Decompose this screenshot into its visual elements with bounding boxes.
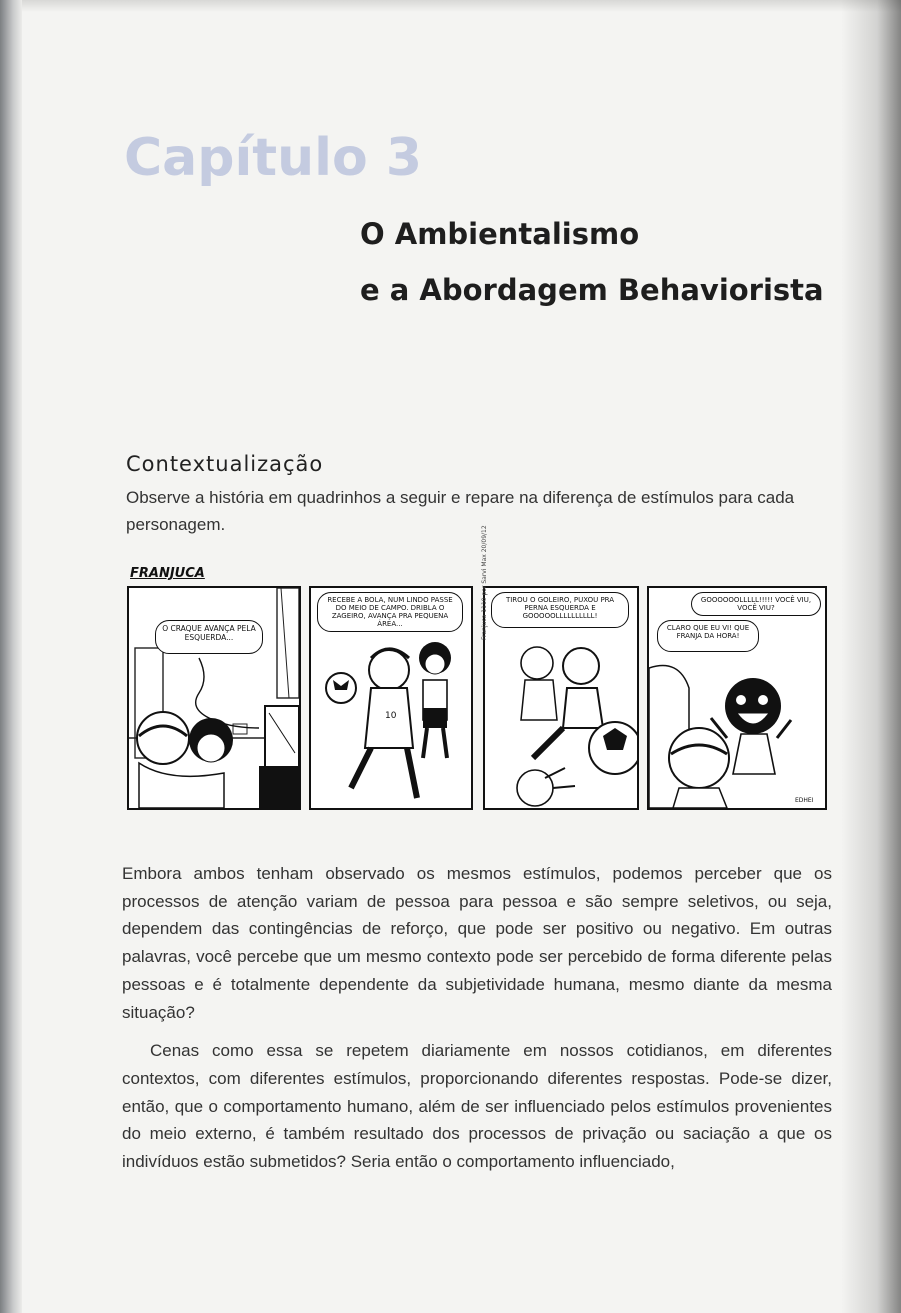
panel-2-balloon: RECEBE A BOLA, NUM LINDO PASSE DO MEIO DE CAMPO. DRIBLA O ZAGEIRO, AVANÇA PRA PEQUENA ÁREA...	[317, 592, 463, 632]
chapter-title-line-1: O Ambientalismo	[360, 217, 640, 251]
body-text	[122, 860, 832, 1187]
panel-4-balloon-1: GOOOOOOLLLLL!!!!! VOCÊ VIU, VOCÊ VIU?	[691, 592, 821, 616]
section-heading: Contextualização	[126, 452, 324, 476]
comic-panel-2	[309, 586, 473, 810]
intro-paragraph: Observe a história em quadrinhos a seguir e repare na diferença de estímulos para cada personagem.	[126, 488, 795, 534]
page-binding-shadow	[0, 0, 22, 1313]
comic-panel-4	[647, 586, 827, 810]
comic-panel-1	[127, 586, 301, 810]
comic-credit: Franjuca 1110 por Sarvi Max 20/09/12	[481, 525, 488, 640]
body-paragraph-1: Embora ambos tenham observado os mesmos estímulos, podemos perceber que os processos de atenção variam de pessoa para pessoa e são sempre seletivos, ou seja, dependem das contingências de reforço, que pode ser positivo ou negativo. Em outras palavras, você percebe que um mesmo contexto pode ser percebido de forma diferente pelas pessoas e é totalmente dependente da subjetividade humana, mesmo diante da mesma situação?	[122, 864, 832, 1022]
chapter-title-line-2: e a Abordagem Behaviorista	[360, 273, 824, 307]
panel-1-balloon: O CRAQUE AVANÇA PELA ESQUERDA...	[155, 620, 263, 654]
page-edge-top	[0, 0, 901, 12]
chapter-label: Capítulo 3	[124, 128, 423, 188]
artist-signature: EDHEI	[795, 797, 814, 804]
body-paragraph-2: Cenas como essa se repetem diariamente em nossos cotidianos, em diferentes contextos, com diferentes estímulos, proporcionando diferentes respostas. Pode-se dizer, então, que o comportamento humano, além de ser influenciado pelos estímulos provenientes do meio externo, é também resultado dos processos de privação ou saciação a que os indivíduos estão submetidos? Seria então o comportamento influenciado,	[122, 1041, 832, 1172]
panel-3-balloon: TIROU O GOLEIRO, PUXOU PRA PERNA ESQUERDA E GOOOOOLLLLLLLLLL!	[491, 592, 629, 628]
comic-strip	[127, 586, 827, 808]
page-edge-shadow	[841, 0, 901, 1313]
comic-panel-3	[483, 586, 639, 810]
chapter-title	[360, 206, 824, 318]
panel-4-balloon-2: CLARO QUE EU VI! QUE FRANJA DA HORA!	[657, 620, 759, 652]
jersey-number: 10	[385, 711, 397, 721]
comic-title: FRANJUCA	[130, 566, 205, 581]
